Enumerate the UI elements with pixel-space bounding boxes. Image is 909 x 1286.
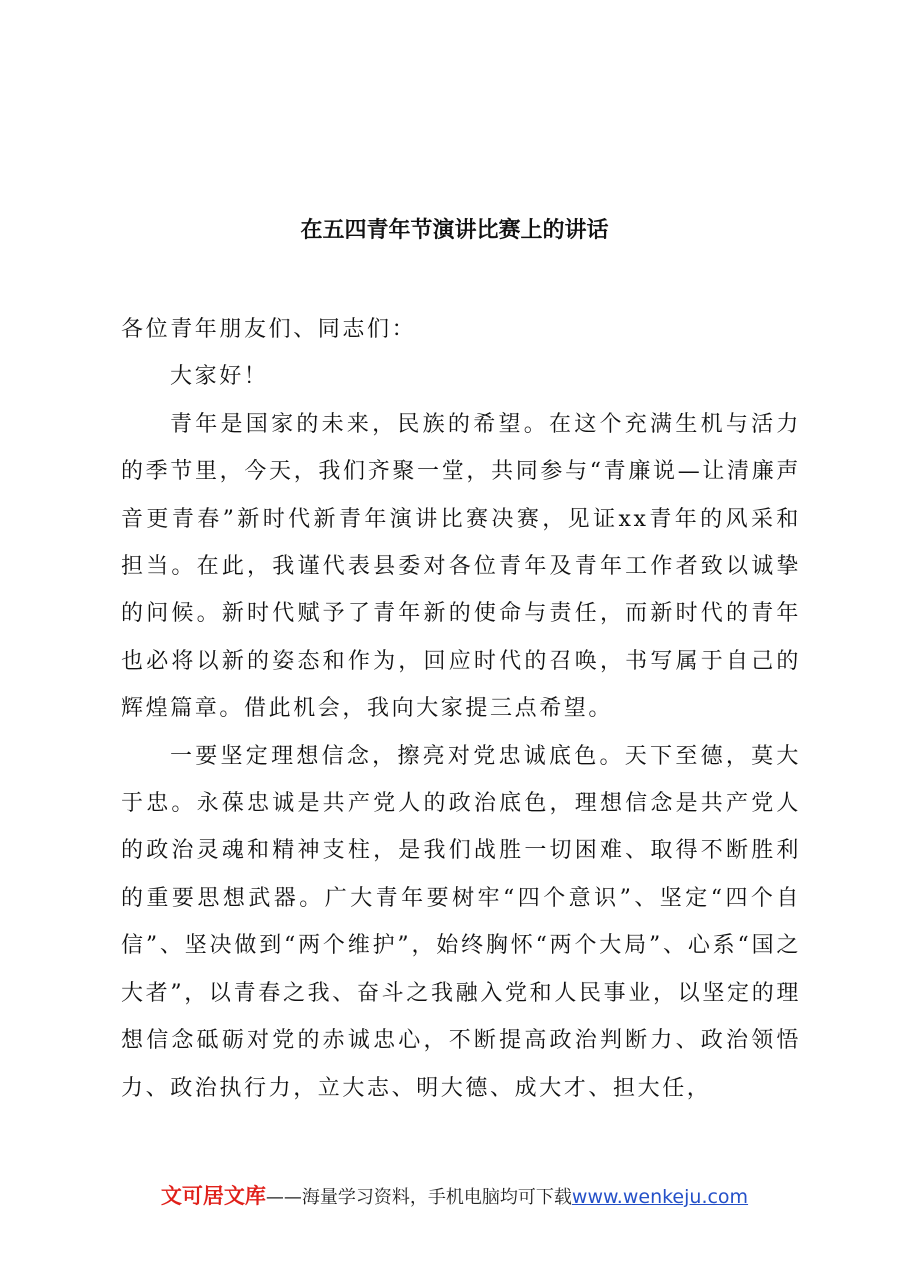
footer-tagline: ——海量学习资料，手机电脑均可下载	[265, 1187, 572, 1208]
footer-banner	[0, 1180, 909, 1214]
body-paragraph: 青年是国家的未来，民族的希望。在这个充满生机与活力的季节里，今天，我们齐聚一堂，共同参与“青廉说—让清廉声音更青春”新时代新青年演讲比赛决赛，见证xx青年的风采和担当。在此，我谨代表县委对各位青年及青年工作者致以诚挚的问候。新时代赋予了青年新的使命与责任，而新时代的青年也必将以新的姿态和作为，回应时代的召唤，书写属于自己的辉煌篇章。借此机会，我向大家提三点希望。	[121, 411, 801, 722]
brand-name: 文可居文库	[160, 1184, 266, 1208]
website-link[interactable]: www.wenkeju.com	[571, 1186, 749, 1208]
greeting: 大家好！	[170, 364, 269, 390]
body-paragraph: 一要坚定理想信念，擦亮对党忠诚底色。天下至德，莫大于忠。永葆忠诚是共产党人的政治底色，理想信念是共产党人的政治灵魂和精神支柱，是我们战胜一切困难、取得不断胜利的重要思想武器。广大青年要树牢“四个意识”、坚定“四个自信”、坚决做到“两个维护”，始终胸怀“两个大局”、心系“国之大者”，以青春之我、奋斗之我融入党和人民事业，以坚定的理想信念砥砺对党的赤诚忠心，不断提高政治判断力、政治领悟力、政治执行力，立大志、明大德、成大才、担大任，	[121, 743, 801, 1101]
salutation: 各位青年朋友们、同志们：	[121, 317, 417, 342]
document-body	[121, 306, 801, 1112]
document-title: 在五四青年节演讲比赛上的讲话	[300, 217, 609, 243]
